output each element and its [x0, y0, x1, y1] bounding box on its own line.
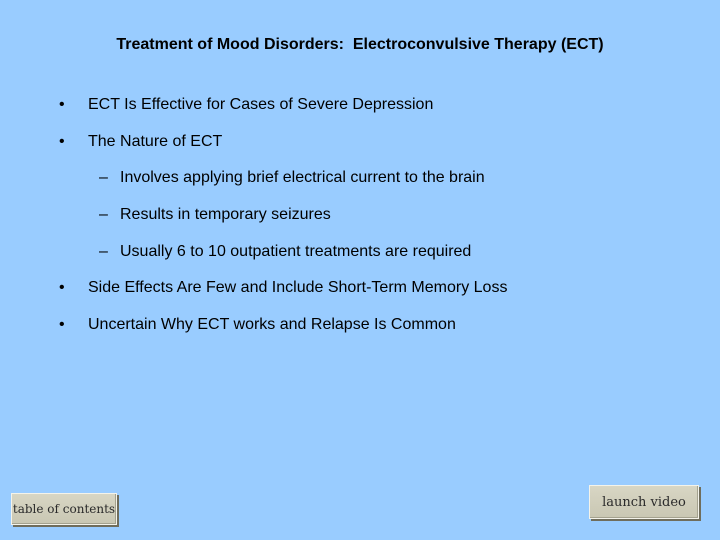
bullet-text: Side Effects Are Few and Include Short-Term Memory Loss — [88, 279, 508, 296]
slide-title: Treatment of Mood Disorders: Electroconvulsive Therapy (ECT) — [116, 36, 604, 53]
bullet-text: The Nature of ECT — [88, 133, 223, 150]
sub-bullet-text: Usually 6 to 10 outpatient treatments are required — [120, 243, 472, 260]
sub-bullet-text: Results in temporary seizures — [120, 206, 331, 223]
bullet-marker: • — [59, 279, 65, 296]
sub-bullet-marker: – — [99, 243, 108, 260]
bullet-marker: • — [59, 96, 65, 113]
bullet-text: Uncertain Why ECT works and Relapse Is Common — [88, 316, 456, 333]
launch-video-button[interactable]: launch video — [589, 485, 699, 519]
sub-bullet-marker: – — [99, 206, 108, 223]
sub-bullet-marker: – — [99, 169, 108, 186]
table-of-contents-button[interactable]: table of contents — [11, 493, 117, 525]
bullet-text: ECT Is Effective for Cases of Severe Depression — [88, 96, 434, 113]
bullet-marker: • — [59, 133, 65, 150]
bullet-marker: • — [59, 316, 65, 333]
sub-bullet-text: Involves applying brief electrical current to the brain — [120, 169, 485, 186]
